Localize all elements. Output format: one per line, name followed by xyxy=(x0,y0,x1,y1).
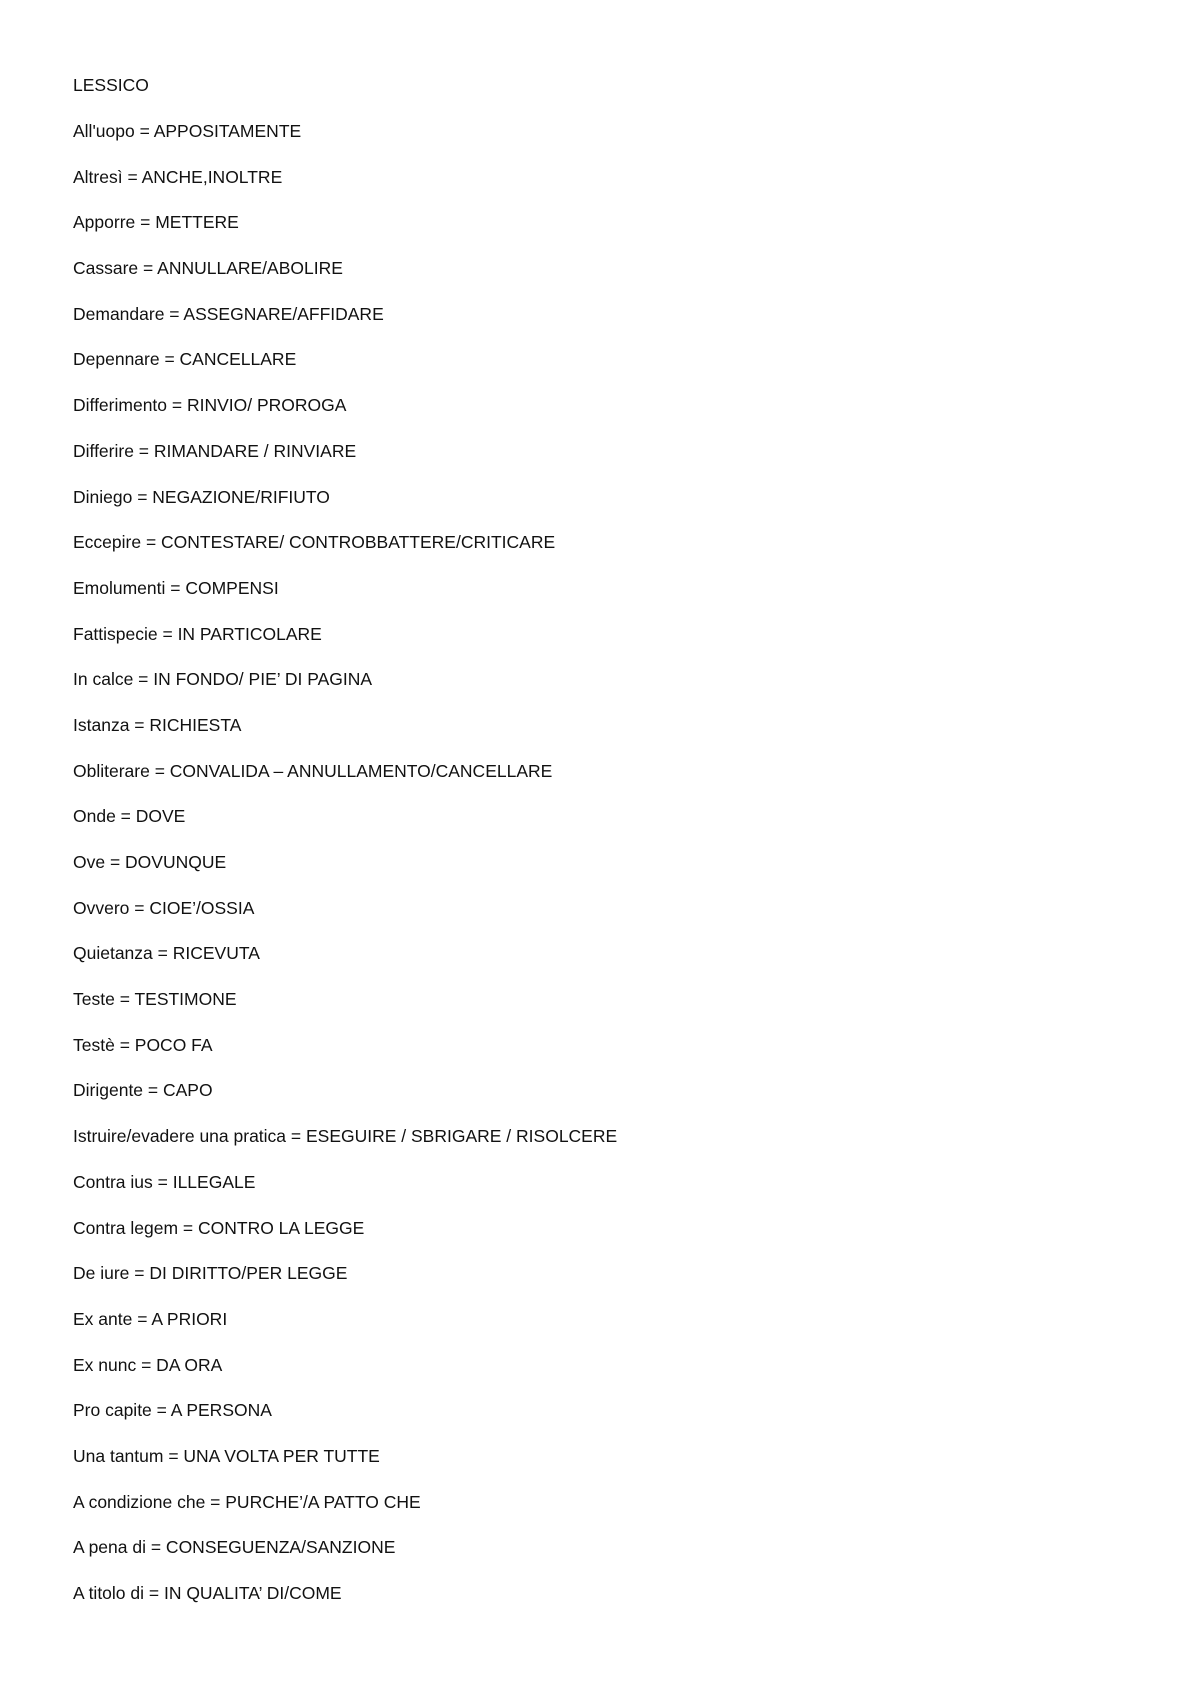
lexicon-entry: Ex nunc = DA ORA xyxy=(73,1354,223,1375)
document-title: LESSICO xyxy=(73,75,149,95)
lexicon-entry: Depennare = CANCELLARE xyxy=(73,349,297,370)
lexicon-entry: Cassare = ANNULLARE/ABOLIRE xyxy=(73,258,343,279)
lexicon-entry: Dirigente = CAPO xyxy=(73,1080,213,1101)
lexicon-entry: Demandare = ASSEGNARE/AFFIDARE xyxy=(73,303,384,324)
lexicon-entry: Ovvero = CIOE’/OSSIA xyxy=(73,897,255,918)
lexicon-entry: Ove = DOVUNQUE xyxy=(73,852,227,872)
lexicon-entry: A pena di = CONSEGUENZA/SANZIONE xyxy=(73,1537,396,1558)
lexicon-entry: Altresì = ANCHE,INOLTRE xyxy=(73,166,283,187)
lexicon-entry: In calce = IN FONDO/ PIE’ DI PAGINA xyxy=(73,669,373,690)
lexicon-entry: Testè = POCO FA xyxy=(73,1034,213,1055)
lexicon-entry: Obliterare = CONVALIDA – ANNULLAMENTO/CANCELLARE xyxy=(73,760,553,781)
lexicon-list xyxy=(73,119,1153,1627)
lexicon-entry: Quietanza = RICEVUTA xyxy=(73,943,260,964)
lexicon-entry: Contra legem = CONTRO LA LEGGE xyxy=(73,1217,365,1238)
lexicon-entry: Istruire/evadere una pratica = ESEGUIRE / SBRIGARE / RISOLCERE xyxy=(73,1126,618,1147)
lexicon-entry: Una tantum = UNA VOLTA PER TUTTE xyxy=(73,1445,380,1466)
lexicon-entry: All'uopo = APPOSITAMENTE xyxy=(73,121,302,141)
lexicon-entry: A titolo di = IN QUALITA’ DI/COME xyxy=(73,1583,342,1603)
lexicon-entry: Differire = RIMANDARE / RINVIARE xyxy=(73,440,357,461)
lexicon-entry: Emolumenti = COMPENSI xyxy=(73,577,279,598)
lexicon-entry: Istanza = RICHIESTA xyxy=(73,714,242,735)
lexicon-entry: Onde = DOVE xyxy=(73,806,186,827)
lexicon-entry: Eccepire = CONTESTARE/ CONTROBBATTERE/CRITICARE xyxy=(73,532,556,553)
lexicon-entry: Differimento = RINVIO/ PROROGA xyxy=(73,395,347,416)
lexicon-entry: Contra ius = ILLEGALE xyxy=(73,1171,256,1192)
lexicon-entry: Teste = TESTIMONE xyxy=(73,989,237,1010)
lexicon-entry: Apporre = METTERE xyxy=(73,212,239,233)
lexicon-entry: Pro capite = A PERSONA xyxy=(73,1400,272,1421)
lexicon-entry: Diniego = NEGAZIONE/RIFIUTO xyxy=(73,486,330,507)
lexicon-entry: De iure = DI DIRITTO/PER LEGGE xyxy=(73,1263,348,1284)
lexicon-entry: Ex ante = A PRIORI xyxy=(73,1308,228,1329)
lexicon-entry: A condizione che = PURCHE’/A PATTO CHE xyxy=(73,1491,421,1512)
lexicon-entry: Fattispecie = IN PARTICOLARE xyxy=(73,623,322,644)
